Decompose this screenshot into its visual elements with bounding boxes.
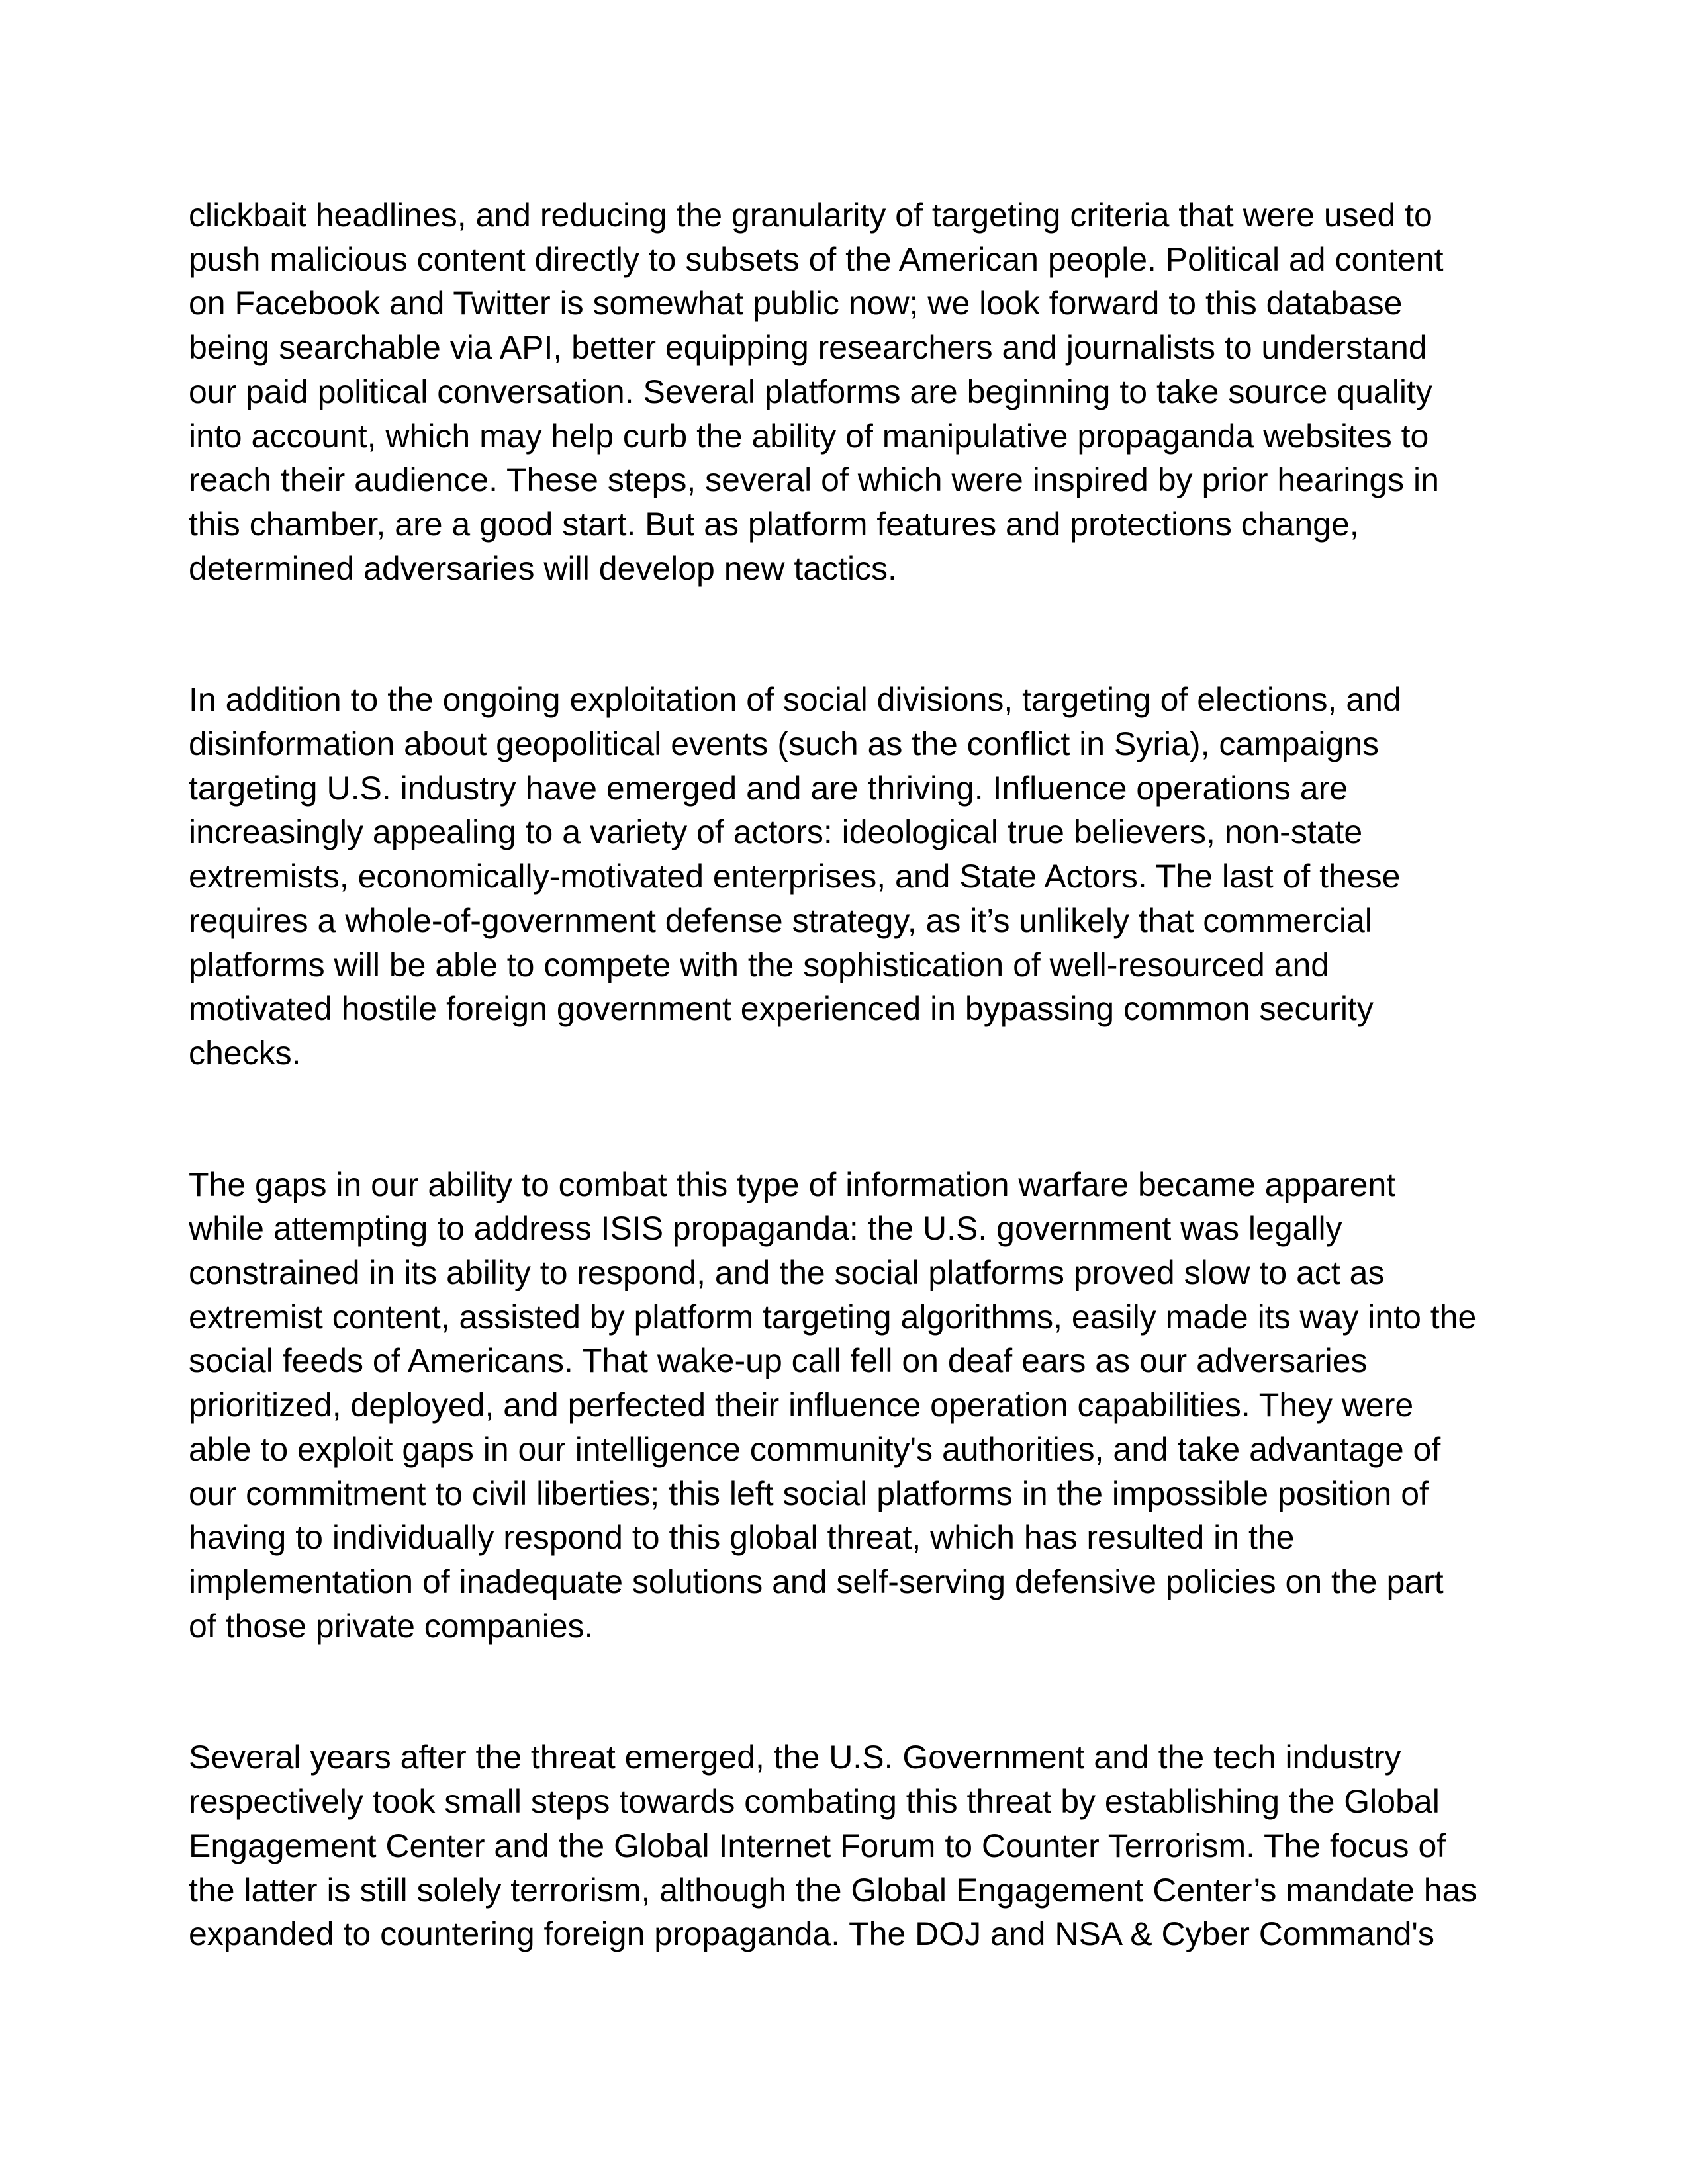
paragraph-4: Several years after the threat emerged, the U.S. Government and the tech industry respectively took small steps towards combating this threat by establishing the Global Engagement Center and the Global Internet Forum to Counter Terrorism. The focus of the latter is still solely terrorism, although the Global Engagement Center’s mandate has expanded to countering foreign propaganda. The DOJ and NSA & Cyber Command's — [189, 1739, 1477, 1953]
paragraph-1: clickbait headlines, and reducing the granularity of targeting criteria that were used to push malicious content directly to subsets of the American people. Political ad content on Facebook and Twitter is somewhat public now; we look forward to this database being searchable via API, better equipping researchers and journalists to understand our paid political conversation. Several platforms are beginning to take source quality into account, which may help curb the ability of manipulative propaganda websites to reach their audience. These steps, several of which were inspired by prior hearings in this chamber, are a good start. But as platform features and protections change, determined adversaries will develop new tactics. — [189, 197, 1444, 587]
paragraph-2: In addition to the ongoing exploitation of social divisions, targeting of elections, and disinformation about geopolitical events (such as the conflict in Syria), campaigns targeting U.S. industry have emerged and are thriving. Influence operations are increasingly appealing to a variety of actors: ideological true believers, non-state extremists, economically-motivated enterprises, and State Actors. The last of these requires a whole-of-government defense strategy, as it’s unlikely that commercial platforms will be able to compete with the sophistication of well-resourced and motivated hostile foreign government experienced in bypassing common security checks. — [189, 681, 1401, 1071]
paragraph-3: The gaps in our ability to combat this type of information warfare became apparent while attempting to address ISIS propaganda: the U.S. government was legally constrained in its ability to respond, and the social platforms proved slow to act as extremist content, assisted by platform targeting algorithms, easily made its way into the social feeds of Americans. That wake-up call fell on deaf ears as our adversaries prioritized, deployed, and perfected their influence operation capabilities. They were able to exploit gaps in our intelligence community's authorities, and take advantage of our commitment to civil liberties; this left social platforms in the impossible position of having to individually respond to this global threat, which has resulted in the implementation of inadequate solutions and self-serving defensive policies on the part of those private companies. — [189, 1165, 1477, 1645]
document-text — [189, 193, 1499, 1956]
